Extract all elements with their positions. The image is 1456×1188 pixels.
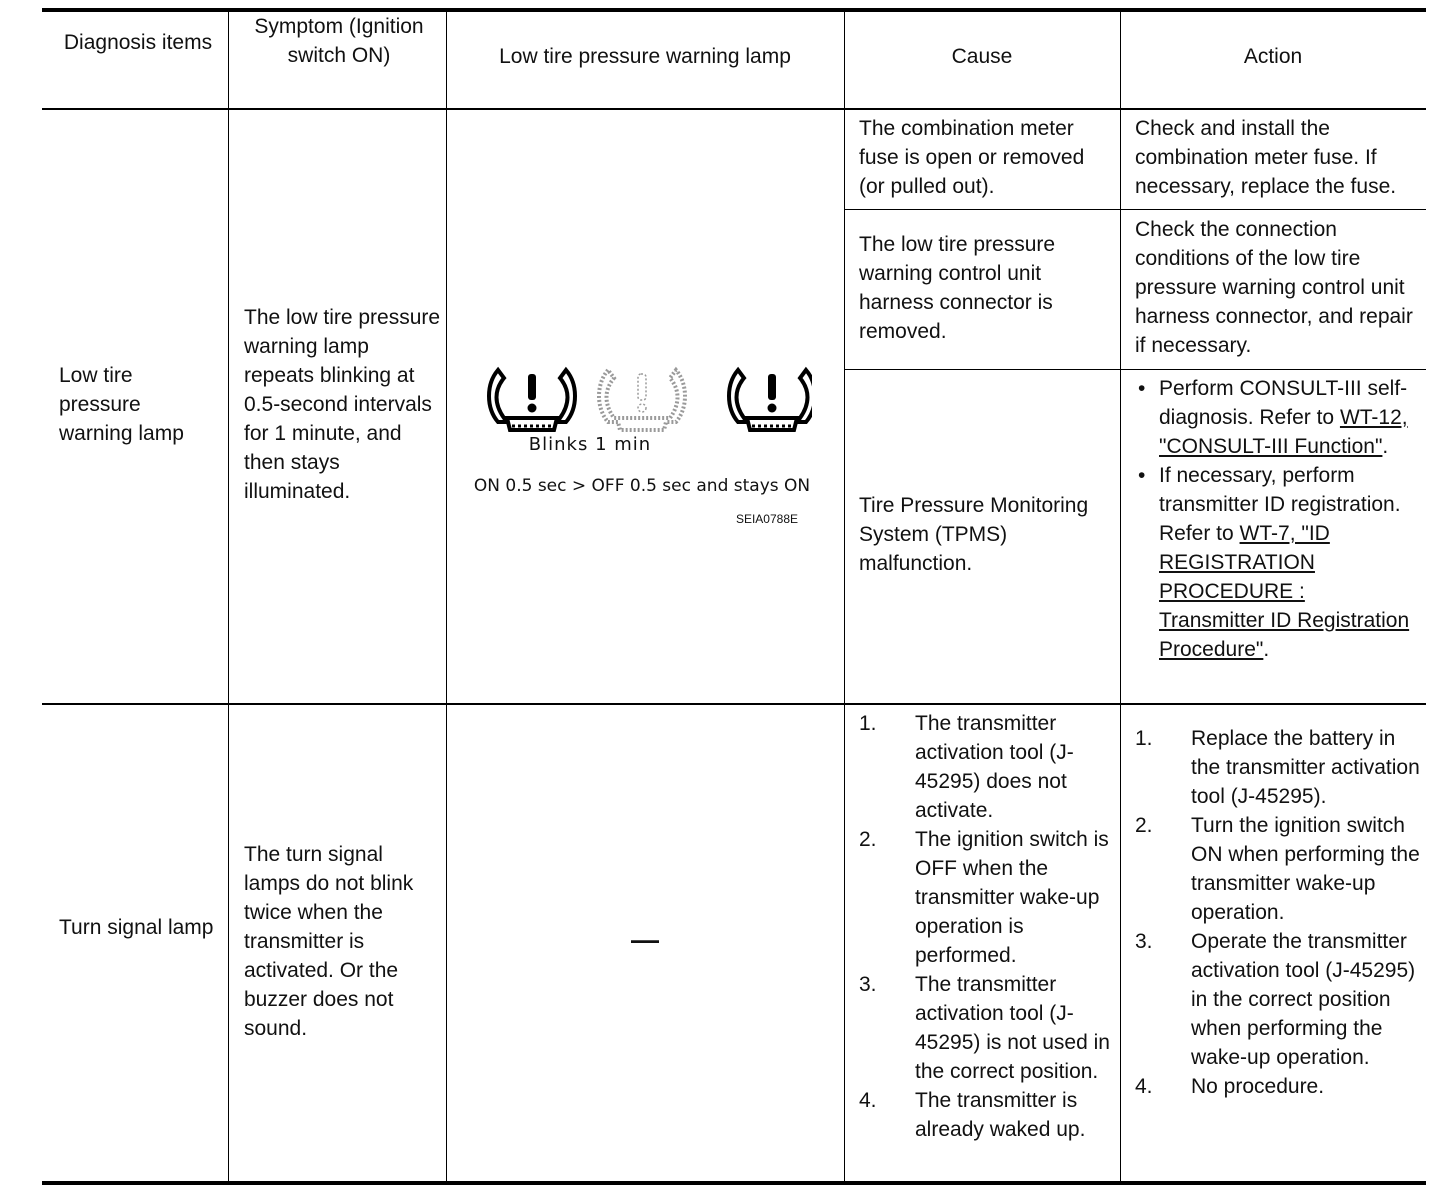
list-item xyxy=(859,970,1115,1086)
row1-symptom: The low tire pressure warning lamp repeats blinking at 0.5-second intervals for 1 minute, and then stays illuminated. xyxy=(244,306,441,503)
row-divider xyxy=(42,703,1426,705)
table-bottom-rule xyxy=(42,1181,1426,1185)
row2-symptom: The turn signal lamps do not blink twice when the transmitter is activated. Or the buzzer does not sound. xyxy=(244,843,414,1040)
list-number: 3. xyxy=(859,973,877,996)
list-text: The ignition switch is OFF when the transmitter wake-up operation is performed. xyxy=(915,828,1109,967)
col-divider-3 xyxy=(844,8,845,1185)
list-text: Operate the transmitter activation tool (J-45295) in the correct position when performing the wake-up operation. xyxy=(1191,930,1416,1069)
list-number: 4. xyxy=(1135,1075,1153,1098)
row1-action-1: Check and install the combination meter fuse. If necessary, replace the fuse. xyxy=(1135,117,1397,198)
diagnosis-table xyxy=(42,8,1426,1185)
row1-cause-3: Tire Pressure Monitoring System (TPMS) malfunction. xyxy=(859,494,1089,575)
list-item xyxy=(1135,461,1410,664)
tire-icon-on xyxy=(489,370,575,430)
timing-label: ON 0.5 sec > OFF 0.5 sec and stays ON xyxy=(473,476,811,496)
tire-icon-off xyxy=(599,370,685,430)
figure-code: SEIA0788E xyxy=(735,512,798,526)
blink-label: Blinks 1 min xyxy=(528,434,652,455)
header-action: Action xyxy=(1243,45,1303,68)
col-divider-1 xyxy=(228,8,229,1185)
list-number: 2. xyxy=(1135,814,1153,837)
col-divider-4 xyxy=(1120,8,1121,1185)
row1-diagnosis: Low tire pressure warning lamp xyxy=(59,364,184,445)
list-number: 1. xyxy=(1135,727,1153,750)
col-divider-2 xyxy=(446,8,447,1185)
list-item xyxy=(1135,811,1420,927)
header-rule xyxy=(42,108,1426,110)
row1-cause-2: The low tire pressure warning control unit harness connector is removed. xyxy=(859,233,1056,343)
row2-actions-list xyxy=(1135,724,1420,1101)
row2-causes-list xyxy=(859,709,1115,1144)
list-item xyxy=(1135,374,1410,461)
list-item xyxy=(859,825,1115,970)
list-number: 2. xyxy=(859,828,877,851)
row2-diagnosis: Turn signal lamp xyxy=(59,916,214,939)
link-consult-function[interactable]: WT-12, "CONSULT-III Function" xyxy=(1159,406,1408,458)
list-item xyxy=(1135,927,1420,1072)
row1-cause-1: The combination meter fuse is open or removed (or pulled out). xyxy=(859,117,1085,198)
warning-lamp-figure xyxy=(473,348,812,538)
link-id-registration[interactable]: WT-7, "ID REGISTRATION PROCEDURE : Transmitter ID Registration Procedure" xyxy=(1159,522,1410,661)
subrow-divider-1 xyxy=(844,209,1426,210)
list-text: No procedure. xyxy=(1191,1075,1325,1098)
action-suffix: . xyxy=(1382,435,1389,458)
list-text: The transmitter is already waked up. xyxy=(915,1089,1086,1141)
header-diagnosis: Diagnosis items xyxy=(63,31,213,54)
list-text: Turn the ignition switch ON when performing the transmitter wake-up operation. xyxy=(1191,814,1420,924)
list-text: Replace the battery in the transmitter activation tool (J-45295). xyxy=(1191,727,1420,808)
list-number: 3. xyxy=(1135,930,1153,953)
row1-action-3-list xyxy=(1135,374,1410,664)
list-number: 4. xyxy=(859,1089,877,1112)
row2-lamp-dash: — xyxy=(631,924,659,955)
row1-action-2: Check the connection conditions of the low tire pressure warning control unit harness connector, and repair if necessary. xyxy=(1135,218,1413,357)
list-text: The transmitter activation tool (J-45295) does not activate. xyxy=(915,712,1074,822)
list-item xyxy=(1135,1072,1420,1101)
list-item xyxy=(859,709,1115,825)
header-cause: Cause xyxy=(951,45,1013,68)
action-text: Perform CONSULT-III self-diagnosis. Refer to xyxy=(1159,377,1408,429)
list-text: The transmitter activation tool (J-45295) is not used in the correct position. xyxy=(915,973,1110,1083)
bullet: • xyxy=(1138,464,1146,487)
bullet: • xyxy=(1138,377,1146,400)
action-suffix: . xyxy=(1263,638,1270,661)
header-symptom: Symptom (Ignition switch ON) xyxy=(254,15,424,67)
list-item xyxy=(1135,724,1420,811)
list-item xyxy=(859,1086,1115,1144)
action-text: If necessary, perform transmitter ID registration. Refer to xyxy=(1159,464,1401,545)
header-lamp: Low tire pressure warning lamp xyxy=(499,45,791,68)
list-number: 1. xyxy=(859,712,877,735)
tire-icon-stays-on xyxy=(729,370,812,430)
subrow-divider-2 xyxy=(844,369,1426,370)
